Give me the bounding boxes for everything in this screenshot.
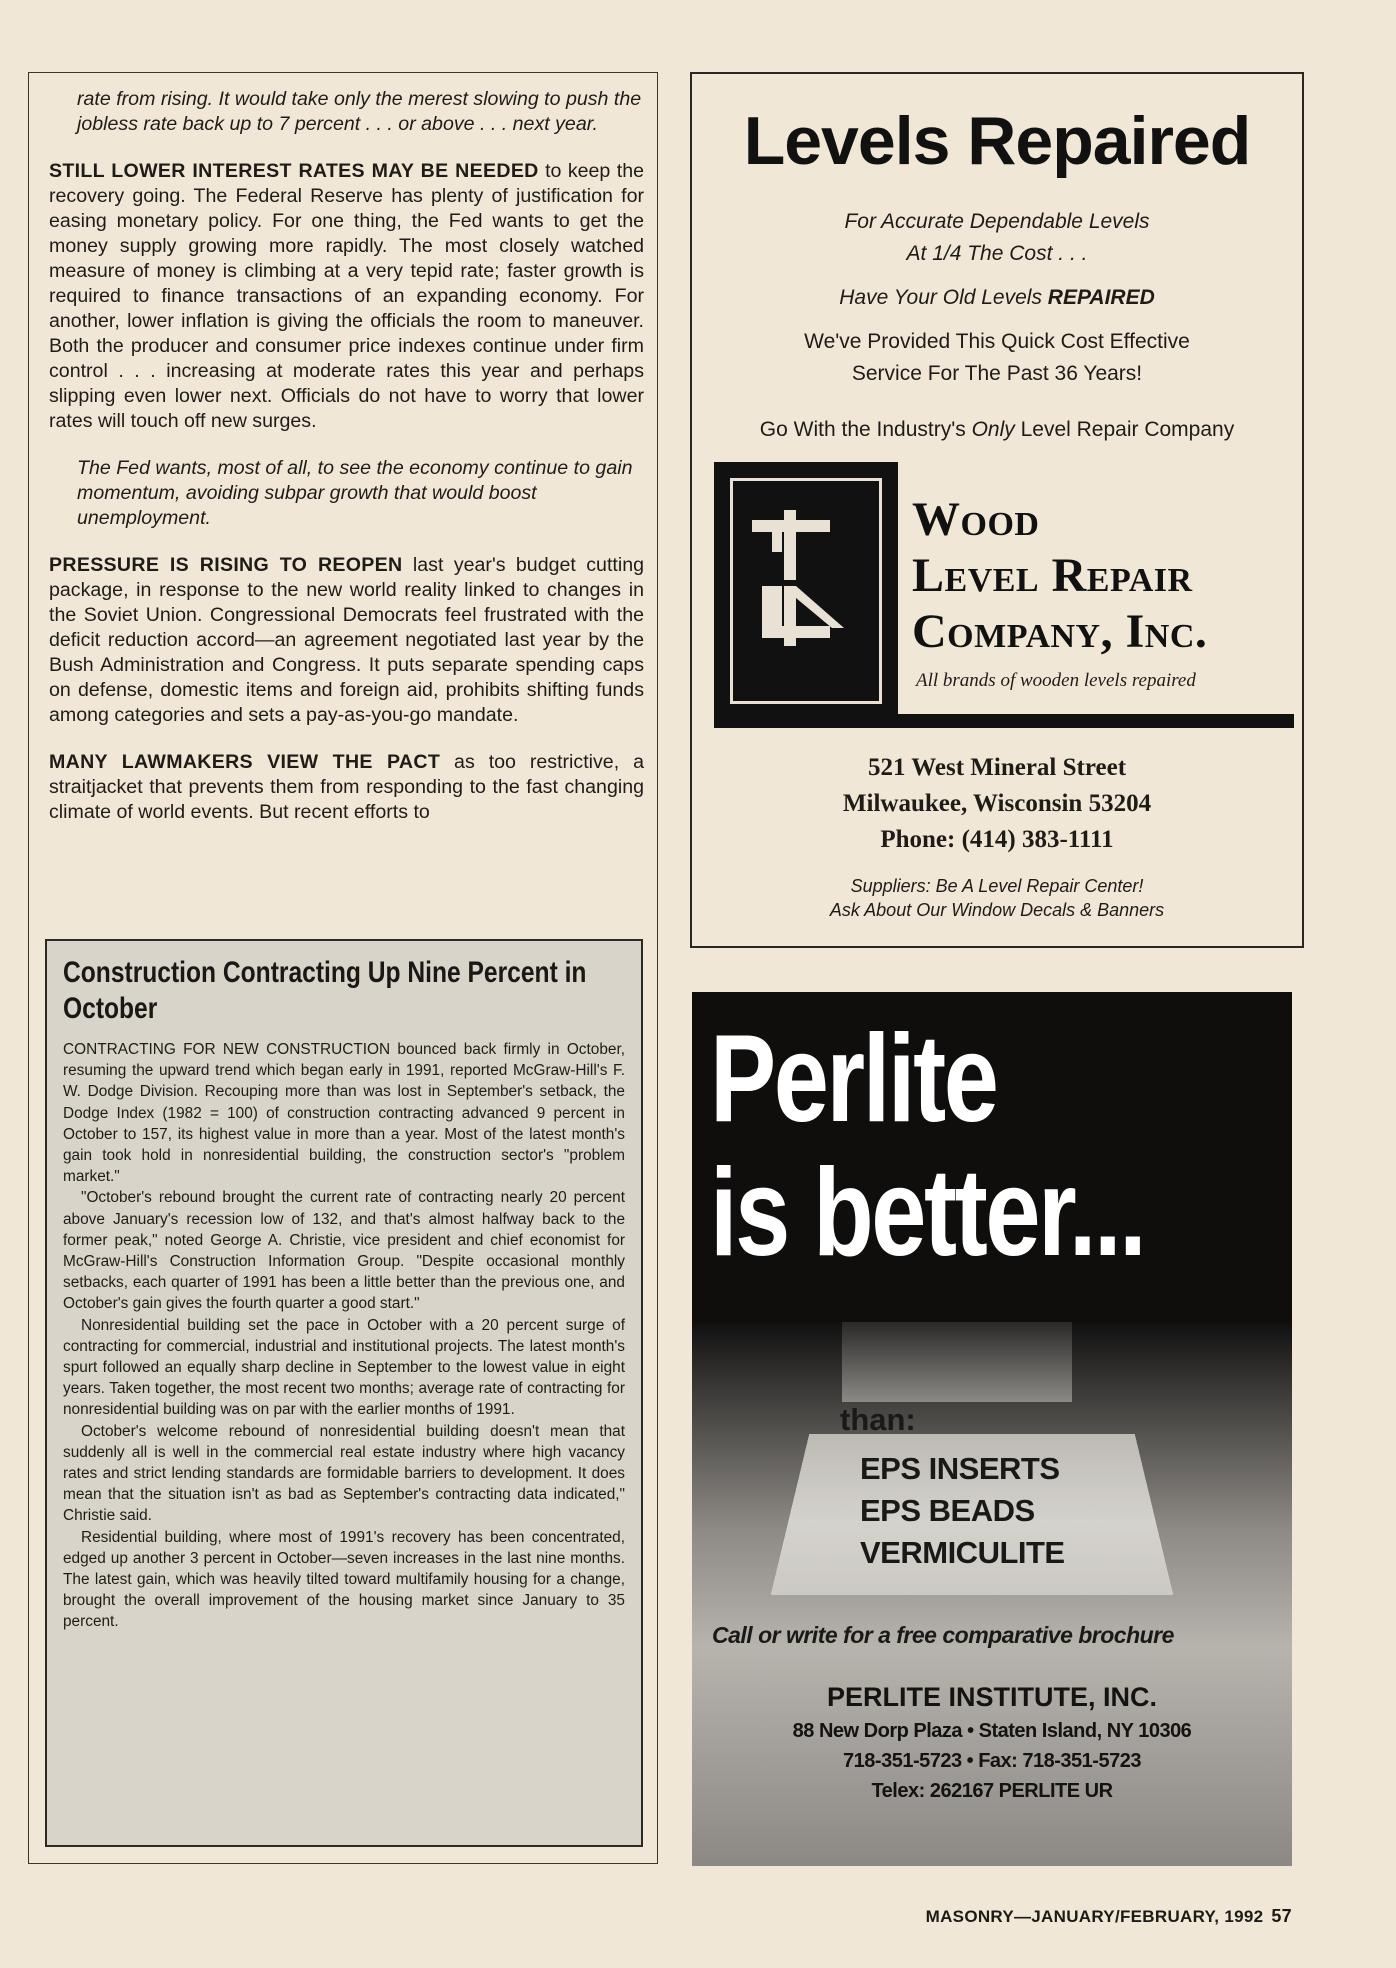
paragraph-text: last year's budget cutting package, in response to the new world reality linked to changes in the Soviet Union. Congressional Democrats feel frustrated with the deficit reduction accord—an agreement negotiated last year by the Bush Administration and Congress. It puts separate spending caps on defense, domestic items and foreign aid, prohibits shifting funds among categories and sets a pay-as-you-go mandate.: [49, 554, 644, 726]
sidebar-paragraph: "October's rebound brought the current rate of contracting nearly 20 percent above January's recession low of 132, and that's almost halfway back to the former peak," noted George A. Christie, vice president and chief economist for McGraw-Hill's Construction Information Group. "Despite occasional monthly setbacks, each quarter of 1991 has been a little better than the previous one, and October's gain gives the fourth quarter a good start.": [63, 1189, 625, 1313]
ad-copy: [692, 206, 1302, 446]
ad-headline: Levels Repaired: [743, 103, 1251, 179]
suppliers-line: Suppliers: Be A Level Repair Center!: [850, 876, 1144, 896]
comparison-item: EPS BEADS: [860, 1493, 1035, 1528]
ad-line: At 1/4 The Cost . . .: [906, 242, 1088, 265]
comparison-item: VERMICULITE: [860, 1535, 1065, 1570]
ad-line: [692, 414, 1302, 446]
company-name-line: Level Repair: [912, 549, 1193, 602]
ad-line-emphasis: Only: [971, 418, 1015, 441]
article-paragraph-interest-rates: [49, 159, 644, 434]
construction-sidebar: [45, 939, 643, 1847]
sidebar-paragraph: Nonresidential building set the pace in October with a 20 percent surge of contracting for commercial, industrial and institutional projects. The latest month's spurt followed an equally sharp decline in September to the lowest value in eight years. Taken together, the most recent two months; average rate of contracting for nonresidential building was on par with the earlier months of 1991.: [63, 1316, 625, 1419]
suppliers-line: Ask About Our Window Decals & Banners: [829, 900, 1165, 920]
page-footer: [926, 1906, 1292, 1927]
sidebar-title: Construction Contracting Up Nine Percent in October: [63, 956, 587, 1025]
headline-line: is better...: [710, 1144, 1145, 1282]
brochure-call: Call or write for a free comparative brochure: [712, 1622, 1174, 1648]
magazine-issue: MASONRY—JANUARY/FEBRUARY, 1992: [925, 1907, 1264, 1926]
company-tagline: All brands of wooden levels repaired: [916, 670, 1196, 691]
divider-bar: [714, 714, 1294, 728]
ad-line-text: Have Your Old Levels: [839, 286, 1048, 309]
page-number: 57: [1271, 1906, 1292, 1926]
comparison-item: EPS INSERTS: [860, 1451, 1060, 1486]
sidebar-body: [63, 1039, 625, 1633]
address-phone: Phone: (414) 383-1111: [880, 826, 1114, 853]
ad-line: We've Provided This Quick Cost Effective: [804, 330, 1190, 353]
paragraph-lead: MANY LAWMAKERS VIEW THE PACT: [49, 751, 441, 773]
ad-line: Service For The Past 36 Years!: [851, 362, 1143, 385]
than-label: than:: [840, 1402, 916, 1437]
ad-line: For Accurate Dependable Levels: [844, 210, 1150, 233]
suppliers-note: [692, 874, 1302, 922]
paragraph-text: as too restrictive, a straitjacket that prevents them from responding to the fast changing climate of world events. But recent efforts to: [49, 751, 644, 823]
level-tools-icon: [744, 506, 854, 656]
article-quote-2: The Fed wants, most of all, to see the economy continue to gain momentum, avoiding subpar growth that would boost unemployment.: [77, 457, 633, 529]
ad-line-text: Level Repair Company: [1014, 418, 1235, 441]
perlite-ad: [692, 992, 1292, 1866]
headline-line: Perlite: [710, 1010, 997, 1148]
comparison-list: [860, 1448, 1065, 1574]
sidebar-paragraph: October's welcome rebound of nonresidential building doesn't mean that suddenly all is well in the commercial real estate industry where high vacancy rates and strict lending standards are formidable barriers to development. It does mean that the situation isn't as bad as September's contracting data indicated," Christie said.: [63, 1422, 625, 1525]
levels-repaired-ad: [690, 72, 1304, 948]
institute-telex: Telex: 262167 PERLITE UR: [871, 1780, 1113, 1802]
address-street: 521 West Mineral Street: [867, 754, 1127, 781]
perlite-headline: [710, 1012, 1292, 1280]
company-name-line: Company, Inc.: [912, 605, 1208, 658]
institute-name: PERLITE INSTITUTE, INC.: [826, 1682, 1157, 1712]
ad-line-text: Go With the Industry's: [759, 418, 972, 441]
sidebar-paragraph: CONTRACTING FOR NEW CONSTRUCTION bounced back firmly in October, resuming the upward trend which began early in 1991, reported McGraw-Hill's F. W. Dodge Division. Recouping more than was lost in September's setback, the Dodge Index (1982 = 100) of construction contracting advanced 9 percent in October to 157, its highest value in more than a year. Most of the latest month's gain took hold in nonresidential building, the construction sector's "problem market.": [63, 1041, 625, 1186]
ad-line: [692, 282, 1302, 314]
sidebar-paragraph: Residential building, where most of 1991's recovery has been concentrated, edged up another 3 percent in October—seven increases in the last nine months. The latest gain, which was heavily tilted toward multifamily housing for a change, brought the overall improvement of the housing market since January to 35 percent.: [63, 1528, 625, 1631]
article-quote-1: rate from rising. It would take only the merest slowing to push the jobless rate back up to 7 percent . . . or above . . . next year.: [77, 88, 642, 135]
economic-article: [49, 87, 644, 847]
company-name: [912, 492, 1207, 660]
institute-address: 88 New Dorp Plaza • Staten Island, NY 10306: [792, 1720, 1192, 1742]
company-name-line: Wood: [912, 493, 1040, 546]
paragraph-lead: STILL LOWER INTEREST RATES MAY BE NEEDED: [49, 160, 539, 182]
ad-line-emphasis: REPAIRED: [1047, 286, 1155, 309]
paragraph-lead: PRESSURE IS RISING TO REOPEN: [49, 554, 403, 576]
company-logo: [714, 462, 898, 720]
paragraph-text: to keep the recovery going. The Federal Reserve has plenty of justification for easing monetary policy. For one thing, the Fed wants to get the money supply growing more rapidly. The most closely watched measure of money is climbing at a very tepid rate; faster growth is required to finance transactions of an expanding economy. For another, lower inflation is giving the officials the room to maneuver. Both the producer and consumer price indexes continue under firm control . . . increasing at moderate rates this year and perhaps slipping even lower next. Officials do not have to worry that lower rates will touch off new surges.: [49, 160, 644, 432]
block-photo-top: [842, 1322, 1072, 1402]
company-address: [692, 750, 1302, 858]
article-paragraph-lawmakers: [49, 750, 644, 825]
address-city: Milwaukee, Wisconsin 53204: [842, 790, 1152, 817]
perlite-contact: [692, 1678, 1292, 1806]
institute-phone: 718-351-5723 • Fax: 718-351-5723: [843, 1750, 1141, 1772]
left-column: [28, 72, 658, 1864]
article-paragraph-budget: [49, 553, 644, 728]
